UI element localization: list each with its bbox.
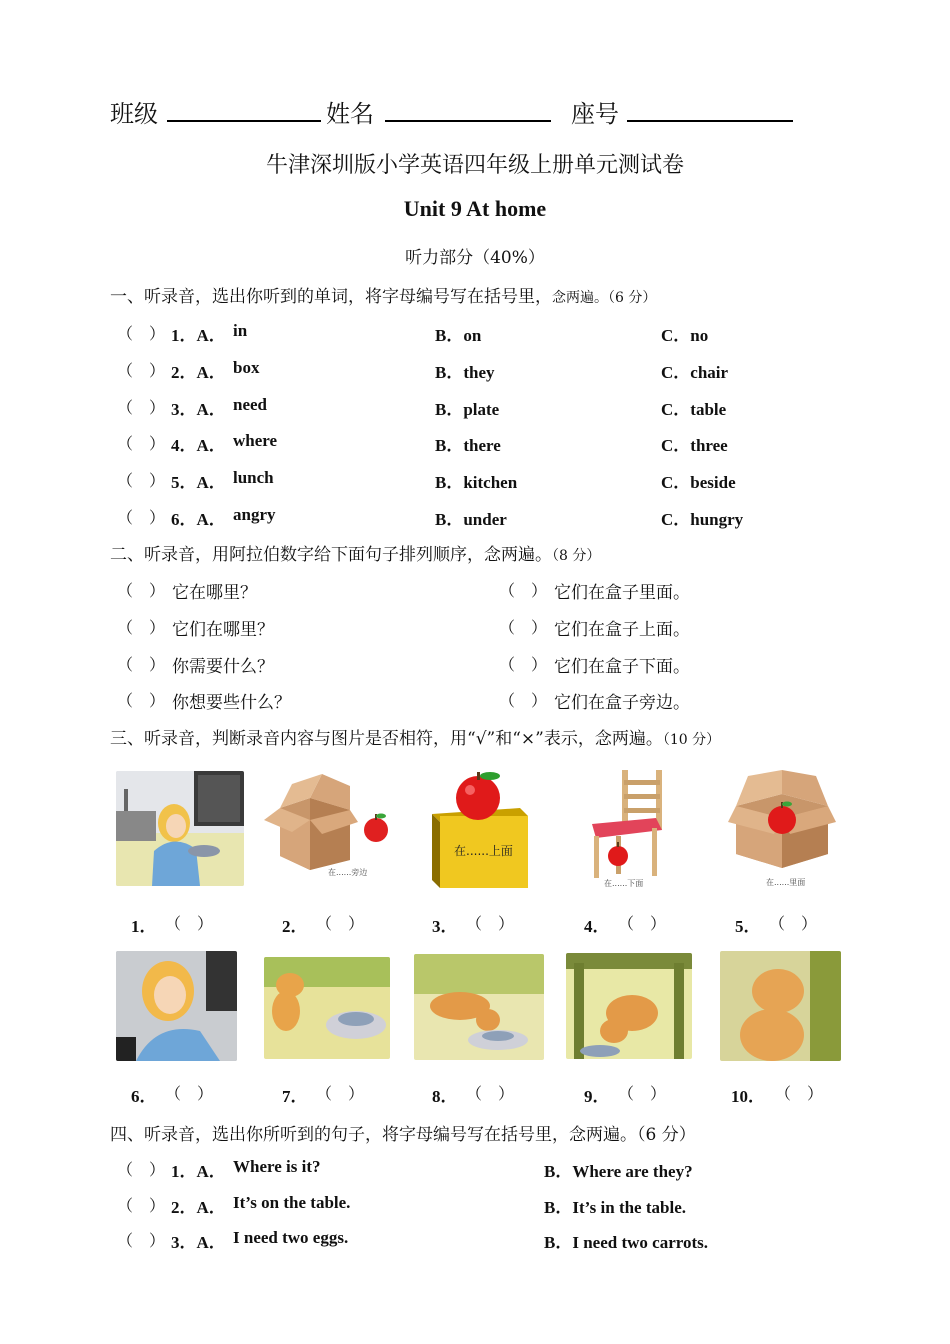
order-bracket[interactable]: （ ） <box>499 581 548 600</box>
picture-number: 5． <box>735 917 761 936</box>
option-a[interactable]: lunch <box>233 468 274 488</box>
option-a[interactable]: in <box>233 321 248 340</box>
picture-number: 4． <box>584 917 610 936</box>
seat-label: 座号 <box>571 100 619 128</box>
answer-bracket[interactable]: （ ） <box>117 397 166 417</box>
judge-bracket[interactable]: （ ） <box>165 914 214 933</box>
option-b[interactable]: B．on <box>435 326 482 345</box>
judge-bracket[interactable]: （ ） <box>775 1084 824 1103</box>
beside-label: 在......旁边 <box>328 868 368 877</box>
name-blank[interactable] <box>385 98 551 126</box>
kitchen-woman-image <box>116 771 244 886</box>
sentence-item: 你想要些什么？ <box>172 693 291 714</box>
option-b[interactable]: B．under <box>435 510 507 529</box>
section3-heading: 三、听录音，判断录音内容与图片是否相符，用“√”和“×”表示，念两遍。（10 分） <box>110 729 721 749</box>
name-label: 姓名 <box>326 100 374 128</box>
option-c[interactable]: C．no <box>661 326 709 345</box>
sentence-item: 它们在盒子里面。 <box>554 583 690 603</box>
question-number: 5．A． <box>171 473 226 493</box>
unit-title: Unit 9 At home <box>403 196 547 221</box>
answer-bracket[interactable]: （ ） <box>117 471 166 491</box>
option-c[interactable]: C．hungry <box>661 510 744 529</box>
sentence-item: 它们在盒子上面。 <box>554 619 690 640</box>
on-label: 在......上面 <box>454 844 513 858</box>
sentence-item: 它们在盒子旁边。 <box>554 693 690 714</box>
option-b[interactable]: B．there <box>435 436 501 456</box>
order-bracket[interactable]: （ ） <box>117 691 166 711</box>
in-label: 在......里面 <box>766 878 806 887</box>
option-b[interactable]: B．I need two carrots. <box>544 1233 708 1252</box>
section1-heading: 一、听录音，选出你听到的单词，将字母编号写在括号里，念两遍。（6 分） <box>110 287 657 307</box>
sentence-item: 你需要什么？ <box>172 656 274 677</box>
question-number: 4．A． <box>171 436 226 456</box>
answer-bracket[interactable]: （ ） <box>117 1195 166 1215</box>
box-beside-apple-image <box>262 768 392 880</box>
option-b[interactable]: B．they <box>435 362 495 382</box>
picture-number: 10． <box>731 1087 765 1106</box>
cat-eating-image <box>414 954 544 1060</box>
judge-bracket[interactable]: （ ） <box>466 914 515 933</box>
question-number: 6．A． <box>171 510 226 529</box>
question-number: 1．A． <box>171 1162 226 1181</box>
judge-bracket[interactable]: （ ） <box>316 914 365 933</box>
page-title: 牛津深圳版小学英语四年级上册单元测试卷 <box>265 153 684 178</box>
class-label: 班级 <box>110 100 158 128</box>
judge-bracket[interactable]: （ ） <box>618 914 667 933</box>
apple-in-box-image <box>726 768 838 892</box>
option-a[interactable]: angry <box>233 505 276 524</box>
judge-bracket[interactable]: （ ） <box>618 1084 667 1103</box>
listening-part-label: 听力部分（40%） <box>405 248 545 268</box>
order-bracket[interactable]: （ ） <box>117 654 166 674</box>
order-bracket[interactable]: （ ） <box>117 617 166 637</box>
order-bracket[interactable]: （ ） <box>499 691 548 711</box>
order-bracket[interactable]: （ ） <box>499 617 548 637</box>
picture-number: 8． <box>432 1087 458 1106</box>
option-b[interactable]: B．It’s in the table. <box>544 1197 686 1217</box>
sentence-item: 它在哪里？ <box>172 583 257 603</box>
picture-number: 1． <box>131 917 157 936</box>
answer-bracket[interactable]: （ ） <box>117 360 166 380</box>
option-c[interactable]: C．three <box>661 436 728 456</box>
question-number: 1．A． <box>171 326 226 345</box>
judge-bracket[interactable]: （ ） <box>165 1084 214 1103</box>
option-b[interactable]: B．plate <box>435 399 500 419</box>
answer-bracket[interactable]: （ ） <box>117 434 166 454</box>
option-a[interactable]: box <box>233 357 260 377</box>
option-a[interactable]: need <box>233 394 267 414</box>
section2-heading: 二、听录音，用阿拉伯数字给下面句子排列顺序，念两遍。（8 分） <box>110 545 601 565</box>
question-number: 3．A． <box>171 1233 226 1252</box>
option-a[interactable]: I need two eggs. <box>233 1228 349 1247</box>
apple-under-chair-image <box>586 768 666 892</box>
question-number: 3．A． <box>171 399 226 419</box>
apple-on-box-image <box>430 770 530 890</box>
sentence-item: 它们在盒子下面。 <box>554 656 690 677</box>
option-b[interactable]: B．kitchen <box>435 473 518 493</box>
order-bracket[interactable]: （ ） <box>117 581 166 600</box>
option-c[interactable]: C．chair <box>661 362 729 382</box>
seat-blank[interactable] <box>627 98 793 126</box>
angry-woman-image <box>116 951 237 1061</box>
order-bracket[interactable]: （ ） <box>499 654 548 674</box>
picture-number: 2． <box>282 917 308 936</box>
picture-number: 7． <box>282 1087 308 1106</box>
picture-number: 6． <box>131 1087 157 1106</box>
option-a[interactable]: where <box>233 431 278 451</box>
judge-bracket[interactable]: （ ） <box>316 1084 365 1103</box>
answer-bracket[interactable]: （ ） <box>117 324 166 343</box>
question-number: 2．A． <box>171 362 226 382</box>
cat-under-table-image <box>566 953 692 1059</box>
answer-bracket[interactable]: （ ） <box>117 1160 166 1179</box>
sentence-item: 它们在哪里？ <box>172 619 274 640</box>
option-b[interactable]: B．Where are they? <box>544 1162 693 1181</box>
answer-bracket[interactable]: （ ） <box>117 508 166 527</box>
cat-plate-image <box>264 957 390 1059</box>
option-a[interactable]: Where is it? <box>233 1157 321 1176</box>
question-number: 2．A． <box>171 1197 226 1217</box>
section4-heading: 四、听录音，选出你所听到的句子，将字母编号写在括号里，念两遍。（6 分） <box>110 1125 696 1145</box>
judge-bracket[interactable]: （ ） <box>466 1084 515 1103</box>
under-label: 在......下面 <box>604 879 644 888</box>
class-blank[interactable] <box>167 98 321 126</box>
picture-number: 3． <box>432 917 458 936</box>
option-a[interactable]: It’s on the table. <box>233 1192 351 1212</box>
judge-bracket[interactable]: （ ） <box>769 914 818 933</box>
answer-bracket[interactable]: （ ） <box>117 1231 166 1250</box>
cat-happy-image <box>720 951 841 1061</box>
picture-number: 9． <box>584 1087 610 1106</box>
option-c[interactable]: C．beside <box>661 473 736 493</box>
option-c[interactable]: C．table <box>661 399 727 419</box>
